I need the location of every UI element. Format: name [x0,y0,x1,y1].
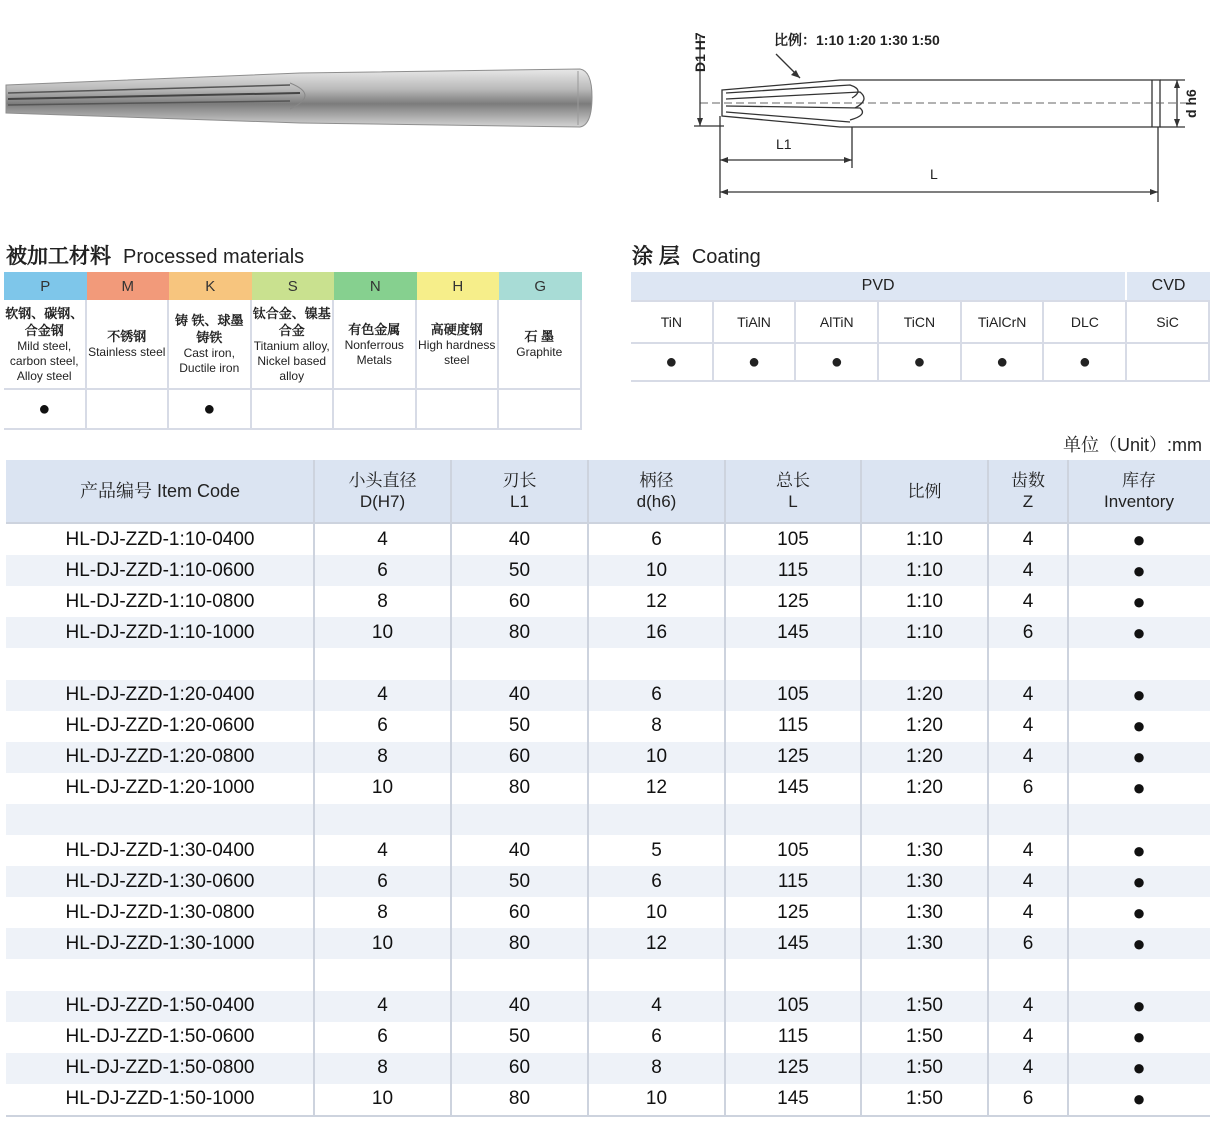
spec-value: ● [1132,868,1146,894]
table-row [6,1084,1210,1115]
header-cn: 刃长 [502,471,537,490]
table-row [6,866,1210,897]
coating-name: TiCN [879,302,962,342]
spec-value: 4 [1022,839,1034,861]
material-code-S: S [252,272,335,300]
spec-value: 4 [1022,528,1034,550]
material-desc [87,300,170,388]
spec-value: 125 [777,901,809,923]
spec-value: 12 [645,932,668,954]
spec-value: 4 [1022,715,1034,737]
spec-value: 1:10 [906,590,943,612]
spec-value: 6 [377,1026,388,1048]
spacer-row [6,959,1210,990]
spec-value: 4 [1022,684,1034,705]
header-cn: 齿数 [1011,471,1045,490]
material-en: Titanium alloy, Nickel based alloy [253,338,330,383]
header-cell [988,460,1068,522]
spec-value: 80 [508,777,531,799]
spec-value: 10 [645,746,668,768]
header-cell [6,460,314,522]
material-code-G: G [499,272,582,300]
spec-value: 1:10 [906,559,943,581]
spec-value: 8 [377,1057,388,1079]
material-en: Stainless steel [88,345,166,359]
header-en: d(h6) [636,492,677,511]
l1-label: L1 [776,136,792,152]
header-cell [1068,460,1210,522]
item-code: HL-DJ-ZZD-1:50-0400 [65,995,255,1016]
spec-table [0,460,1214,1120]
bottom-divider [6,1115,1210,1117]
spec-value: ● [1132,1086,1146,1112]
header-cn: 小头直径 [348,471,417,490]
item-code: HL-DJ-ZZD-1:10-0800 [65,590,255,612]
reamer-technical-drawing [690,20,1210,215]
coating-name: SiC [1127,302,1210,342]
divider [631,342,1210,344]
spec-value: 12 [645,590,668,612]
item-code: HL-DJ-ZZD-1:30-0800 [65,901,255,923]
spec-value: 10 [371,621,394,643]
material-code-K: K [169,272,252,300]
material-cn: 石 墨 [524,329,555,344]
spec-value: 6 [1022,932,1034,954]
material-code-N: N [334,272,417,300]
coating-name: DLC [1045,302,1128,342]
table-row [6,1022,1210,1053]
spec-value: 105 [777,839,809,861]
spec-value: 145 [777,932,809,954]
item-code: HL-DJ-ZZD-1:10-0400 [65,528,255,550]
table-row [6,897,1210,928]
header-divider [6,522,1210,524]
spec-value: 4 [377,528,388,550]
spec-value: 8 [651,1057,662,1079]
table-row [6,617,1210,648]
spec-value: 80 [508,932,531,954]
material-desc [4,300,87,388]
material-en: Graphite [516,345,563,359]
material-cn: 钛合金、镍基合金 [252,305,331,338]
spec-value: 10 [371,1088,394,1110]
material-mark [499,390,582,428]
column-divider [860,460,862,1115]
header-en: D(H7) [359,492,406,511]
item-code: HL-DJ-ZZD-1:50-0600 [65,1026,255,1048]
spec-value: 1:20 [906,777,943,799]
spec-value: 6 [651,1026,662,1048]
table-row [6,711,1210,742]
spec-value: 1:20 [906,684,943,705]
spec-value: ● [1132,930,1146,956]
spec-value: 6 [377,870,388,892]
column-divider [987,460,989,1115]
coating-mark: ● [1045,344,1128,380]
spec-value: 10 [371,777,394,799]
table-row [6,928,1210,959]
divider [4,388,582,390]
item-code: HL-DJ-ZZD-1:50-0800 [65,1057,255,1079]
item-code: HL-DJ-ZZD-1:10-0600 [65,559,255,581]
spec-value: 80 [508,1088,531,1110]
coating-name: TiN [631,302,714,342]
spec-value: 1:50 [906,995,943,1016]
header-cn: 产品编号 Item Code [79,480,241,501]
l-label: L [930,166,938,182]
spec-value: 4 [651,995,662,1016]
material-desc [334,300,417,388]
material-en: Mild steel, carbon steel, Alloy steel [9,338,79,383]
spec-value: 6 [651,684,662,705]
item-code: HL-DJ-ZZD-1:20-0600 [65,715,255,737]
spec-value: 8 [377,901,388,923]
spec-value: 4 [377,839,388,861]
material-en: Cast iron, Ductile iron [179,346,240,375]
header-cell [588,460,725,522]
materials-title: 被加工材料 Processed materials [6,245,305,268]
header-cell [451,460,588,522]
spec-value: ● [1132,682,1146,707]
spec-value: 115 [777,559,809,581]
spec-value: 1:30 [906,901,943,923]
column-divider [450,460,452,1115]
spec-value: 145 [777,1088,809,1110]
spec-value: 115 [777,870,809,892]
divider [4,428,582,430]
spec-value: ● [1132,899,1146,925]
spec-value: ● [1132,713,1146,739]
spec-value: 4 [1022,901,1034,923]
header-cn: 总长 [776,471,810,490]
spec-value: 40 [508,684,531,705]
spec-value: ● [1132,993,1146,1018]
spec-value: 6 [1022,777,1034,799]
coating-title: 涂 层 Coating [632,245,761,268]
spec-value: ● [1132,557,1146,583]
coating-name: AlTiN [796,302,879,342]
coating-mark: ● [714,344,797,380]
spec-value: 6 [1022,1088,1034,1110]
material-desc [252,300,335,388]
column-divider [587,460,589,1115]
spec-value: 6 [651,528,662,550]
item-code: HL-DJ-ZZD-1:30-0400 [65,839,255,861]
spec-value: 115 [777,715,809,737]
coating-mark: ● [631,344,714,380]
header-en: Inventory [1104,492,1174,511]
spec-value: 60 [508,1057,531,1079]
column-divider [724,460,726,1115]
ratio-label: 比例：1:10 1:20 1:30 1:50 [774,32,940,48]
spec-value: ● [1132,775,1146,801]
column-divider [313,460,315,1115]
table-row [6,991,1210,1022]
coating-mark [1127,344,1210,380]
spec-value: ● [1132,526,1146,552]
spec-value: 8 [377,746,388,768]
reamer-product-image [0,55,600,155]
coating-group-pvd: PVD [631,272,1125,300]
spec-value: 4 [1022,590,1034,612]
header-cn: 比例 [907,481,942,501]
spec-value: 6 [377,715,388,737]
material-mark [417,390,500,428]
coating-group-cvd: CVD [1127,272,1210,300]
spec-value: 10 [645,559,668,581]
item-code: HL-DJ-ZZD-1:30-1000 [65,932,255,954]
material-mark [252,390,335,428]
spec-value: 1:30 [906,839,943,861]
material-desc [169,300,252,388]
item-code: HL-DJ-ZZD-1:20-0800 [65,746,255,768]
table-row [6,555,1210,586]
spec-value: 1:10 [906,528,943,550]
material-en: High hardness steel [418,337,496,367]
spec-value: 10 [371,932,394,954]
table-row [6,835,1210,866]
d1-label: D1 H7 [692,32,708,72]
spec-value: 1:30 [906,870,943,892]
table-row [6,1053,1210,1084]
spec-value: ● [1132,588,1146,614]
spec-value: 125 [777,590,809,612]
spec-value: 1:30 [906,932,943,954]
spec-value: 50 [508,715,531,737]
spacer-row [6,804,1210,835]
spec-value: 4 [1022,559,1034,581]
spec-value: 105 [777,995,809,1016]
item-code: HL-DJ-ZZD-1:50-1000 [65,1088,255,1110]
item-code: HL-DJ-ZZD-1:20-0400 [65,684,255,705]
spec-value: 10 [645,901,668,923]
spec-value: 8 [651,715,662,737]
coating-mark: ● [879,344,962,380]
coating-name: TiAlN [714,302,797,342]
spec-value: 4 [1022,1026,1034,1048]
spec-value: ● [1132,619,1146,645]
spec-value: 1:50 [906,1088,943,1110]
material-cn: 铸 铁、球墨铸铁 [174,313,244,345]
spec-value: 6 [377,559,388,581]
spec-value: 50 [508,870,531,892]
spec-value: 1:20 [906,746,943,768]
material-code-M: M [87,272,170,300]
item-code: HL-DJ-ZZD-1:30-0600 [65,870,255,892]
header-cell [725,460,861,522]
spec-value: 4 [1022,870,1034,892]
spec-value: 4 [1022,995,1034,1016]
material-desc [417,300,500,388]
materials-table [4,272,582,432]
unit-label: 单位（Unit）:mm [1063,435,1202,455]
header-cell [314,460,451,522]
item-code: HL-DJ-ZZD-1:20-1000 [65,777,255,799]
spec-value: 6 [1022,621,1034,643]
divider [631,380,1210,382]
material-cn: 软钢、碳钢、合金钢 [5,305,84,338]
header-cn: 柄径 [639,471,674,490]
spec-value: 4 [377,995,388,1016]
material-mark [334,390,417,428]
spec-value: 4 [377,684,388,705]
spec-value: ● [1132,1055,1146,1081]
material-code-P: P [4,272,87,300]
spec-value: 40 [508,995,531,1016]
coating-mark: ● [962,344,1045,380]
table-row [6,742,1210,773]
coating-table [631,272,1210,384]
material-cn: 有色金属 [348,321,401,337]
spec-value: 1:50 [906,1026,943,1048]
spec-value: 8 [377,590,388,612]
coating-name: TiAlCrN [962,302,1045,342]
table-row [6,586,1210,617]
dh6-label: d h6 [1183,89,1199,118]
header-cn: 库存 [1122,471,1156,490]
spec-value: 60 [508,746,531,768]
material-mark: ● [169,390,252,428]
material-mark: ● [4,390,87,428]
spec-value: ● [1132,744,1146,770]
spec-value: 10 [645,1088,668,1110]
spec-value: 6 [651,870,662,892]
spec-value: 1:20 [906,715,943,737]
spacer-row [6,648,1210,679]
spec-value: 16 [645,621,668,643]
spec-value: 40 [508,528,531,550]
spec-value: 125 [777,1057,809,1079]
spec-value: 80 [508,621,531,643]
table-row [6,680,1210,711]
header-en: Z [1022,492,1034,511]
spec-value: 12 [645,777,668,799]
spec-value: 4 [1022,746,1034,768]
spec-value: 4 [1022,1057,1034,1079]
spec-value: 50 [508,1026,531,1048]
column-divider [1067,460,1069,1115]
spec-value: 50 [508,559,531,581]
spec-value: 5 [651,839,662,861]
material-code-H: H [417,272,500,300]
spec-value: ● [1132,837,1146,863]
spec-value: 1:50 [906,1057,943,1079]
spec-value: 125 [777,746,809,768]
table-row [6,524,1210,555]
material-en: Nonferrous Metals [344,337,404,367]
coating-mark: ● [796,344,879,380]
table-row [6,773,1210,804]
spec-value: 105 [777,528,809,550]
material-cn: 高硬度钢 [430,321,483,337]
spec-value: 1:10 [906,621,943,643]
material-desc [499,300,582,388]
header-en: L1 [510,492,529,511]
spec-value: 145 [777,777,809,799]
spec-value: 105 [777,684,809,705]
spec-value: 115 [777,1026,809,1048]
spec-value: 40 [508,839,531,861]
material-cn: 不锈钢 [107,329,147,344]
spec-value: 60 [508,590,531,612]
spec-value: ● [1132,1024,1146,1050]
spec-value: 60 [508,901,531,923]
item-code: HL-DJ-ZZD-1:10-1000 [65,621,255,643]
spec-value: 145 [777,621,809,643]
header-cell [861,460,988,522]
material-mark [87,390,170,428]
header-en: L [788,492,798,511]
